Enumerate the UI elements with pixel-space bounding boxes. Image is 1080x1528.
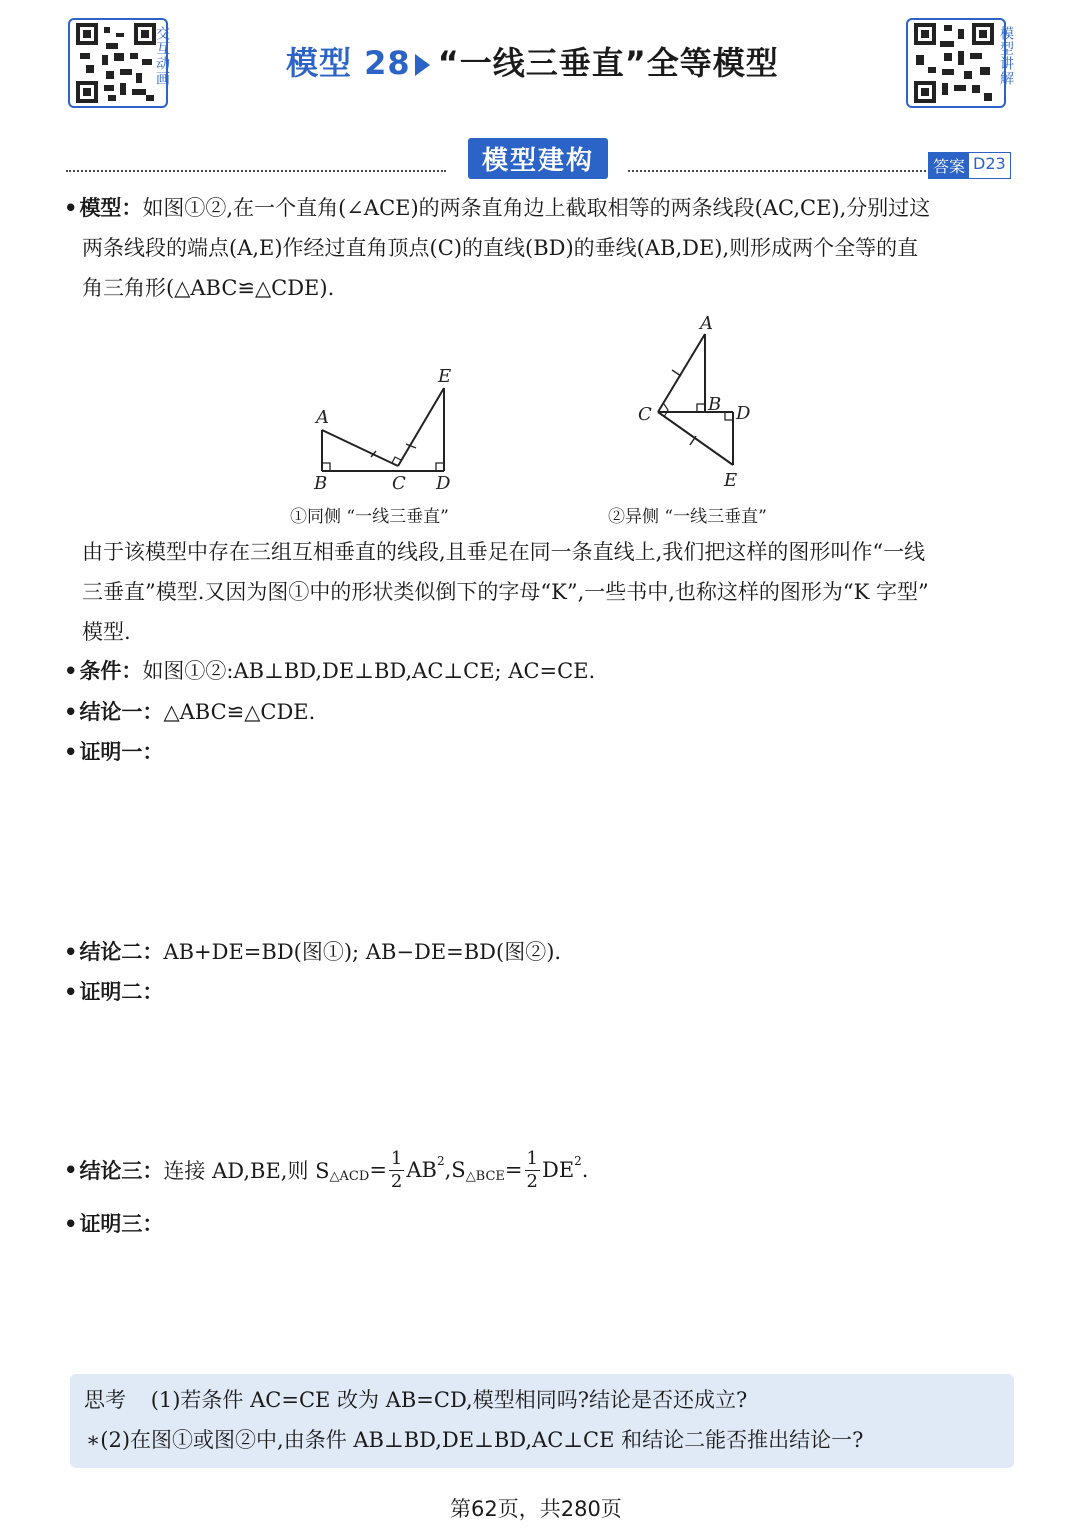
model-line-1: •模型：如图①②,在一个直角(∠ACE)的两条直角边上截取相等的两条线段(AC,CE),分别过这 xyxy=(64,196,931,220)
explanation-line-3: 模型. xyxy=(82,620,131,644)
conclusion-1-text: △ABC≌△CDE. xyxy=(163,700,316,724)
conclusion-2-label: 结论二： xyxy=(79,940,164,964)
figure-1-caption: ①同侧 “一线三垂直” xyxy=(290,507,449,527)
fig1-label-e: E xyxy=(438,366,452,387)
model-label: 模型： xyxy=(79,196,143,220)
fig2-label-a: A xyxy=(700,313,713,334)
conclusion-1-label: 结论一： xyxy=(79,700,164,724)
think-q2: ∗(2)在图①或图②中,由条件 AB⊥BD,DE⊥BD,AC⊥CE 和结论二能否推出结论一? xyxy=(86,1428,864,1452)
answer-code: D23 xyxy=(973,154,1006,173)
qr-right-label: 模型讲解 xyxy=(998,26,1014,86)
fig2-label-d: D xyxy=(736,403,751,424)
conditions-text: 如图①②:AB⊥BD,DE⊥BD,AC⊥CE; AC=CE. xyxy=(142,659,596,683)
answer-label: 答案 xyxy=(929,153,969,178)
conditions-label: 条件： xyxy=(79,659,143,683)
fig1-label-a: A xyxy=(316,407,329,428)
think-label: 思考 xyxy=(84,1388,126,1412)
page-title xyxy=(286,38,779,84)
fig1-label-d: D xyxy=(436,473,451,494)
figure-1-diagram xyxy=(300,360,470,500)
proof-3-label: 证明三： xyxy=(79,1212,164,1236)
figure-2-caption: ②异侧 “一线三垂直” xyxy=(608,507,767,527)
conclusion-1-row: •结论一：△ABC≌△CDE. xyxy=(64,700,316,724)
proof-2-label: 证明二： xyxy=(79,980,164,1004)
qr-pattern-icon xyxy=(76,23,156,103)
divider-left xyxy=(66,170,446,172)
fraction-half-1: $\frac{1}{2}$ xyxy=(390,1147,403,1192)
fig1-label-c: C xyxy=(392,473,406,494)
proof-1-label: 证明一： xyxy=(79,740,164,764)
qr-pattern-icon xyxy=(914,23,994,103)
conclusion-3-label: 结论三： xyxy=(79,1159,164,1183)
conclusion-3-row: • 结论三： 连接 AD,BE,则 S △ACD = $\frac{1}{2}$ AB 2 ,S △BCE = $\frac{1}{2}$ DE 2 . xyxy=(64,1147,589,1192)
fig2-label-b: B xyxy=(708,394,722,415)
think-q1: (1)若条件 AC=CE 改为 AB=CD,模型相同吗?结论是否还成立? xyxy=(150,1388,748,1412)
title-text: “一线三垂直”全等模型 xyxy=(437,44,779,82)
fraction-half-2: $\frac{1}{2}$ xyxy=(526,1147,538,1192)
answer-badge xyxy=(928,152,1011,179)
figure-2-diagram xyxy=(630,312,760,492)
proof-3-row: •证明三： xyxy=(64,1212,164,1236)
fig1-label-b: B xyxy=(314,473,328,494)
divider-right xyxy=(628,170,926,172)
proof-2-row: •证明二： xyxy=(64,980,164,1004)
page-indicator: 第62页，共280页 xyxy=(450,1497,622,1521)
section-tag: 模型建构 xyxy=(468,138,608,179)
play-triangle-icon xyxy=(415,54,430,76)
fig2-label-e: E xyxy=(724,470,738,491)
explanation-line-1: 由于该模型中存在三组互相垂直的线段,且垂足在同一条直线上,我们把这样的图形叫作“一线 xyxy=(82,540,926,564)
qr-left-label: 交互动画 xyxy=(154,26,170,86)
explanation-line-2: 三垂直”模型.又因为图①中的形状类似倒下的字母“K”,一些书中,也称这样的图形为“K 字型” xyxy=(82,580,929,604)
proof-1-row: •证明一： xyxy=(64,740,164,764)
fig2-label-c: C xyxy=(638,404,652,425)
think-q1-row xyxy=(84,1380,747,1420)
qr-code-right[interactable] xyxy=(906,18,1006,108)
model-line-2: 两条线段的端点(A,E)作经过直角顶点(C)的直线(BD)的垂线(AB,DE),则形成两个全等的直 xyxy=(82,236,919,260)
model-line-3: 角三角形(△ABC≌△CDE). xyxy=(82,276,335,300)
conclusion-2-text: AB+DE=BD(图①); AB−DE=BD(图②). xyxy=(163,940,562,964)
title-number: 模型 28 xyxy=(286,44,411,82)
conditions-row: •条件：如图①②:AB⊥BD,DE⊥BD,AC⊥CE; AC=CE. xyxy=(64,659,596,683)
conclusion-2-row: •结论二：AB+DE=BD(图①); AB−DE=BD(图②). xyxy=(64,940,562,964)
